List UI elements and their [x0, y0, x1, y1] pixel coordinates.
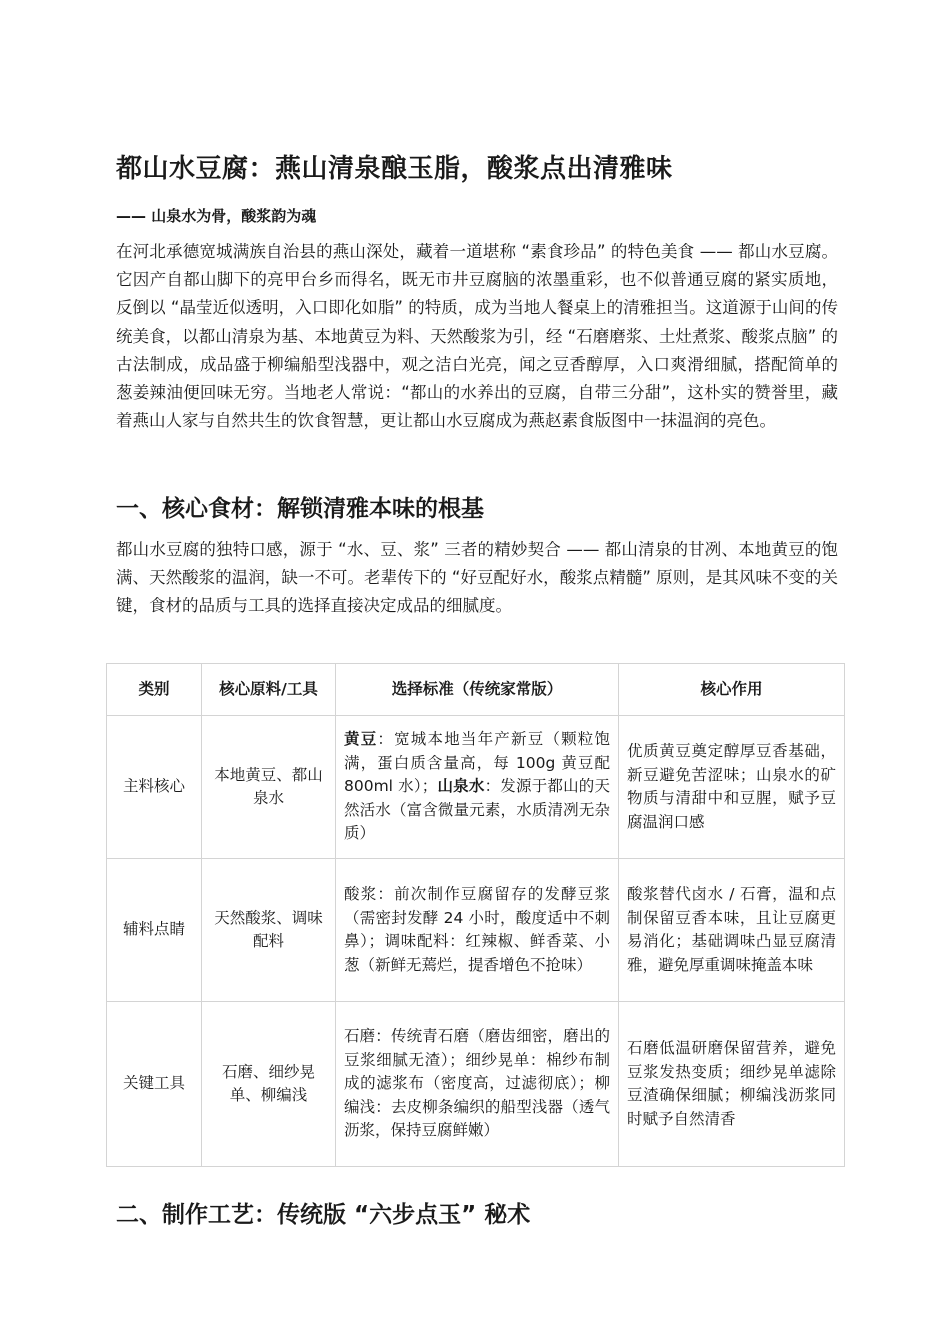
section1-heading: 一、核心食材：解锁清雅本味的根基	[116, 496, 484, 522]
standard-bold-spring-water: 山泉水	[437, 777, 485, 796]
header-standard: 选择标准（传统家常版）	[336, 664, 619, 716]
section2-heading: 二、制作工艺：传统版 “六步点玉” 秘术	[116, 1202, 531, 1228]
row-items: 本地黄豆、都山泉水	[202, 716, 336, 859]
ingredients-table	[106, 663, 845, 1167]
header-category: 类别	[107, 664, 202, 716]
row-items: 天然酸浆、调味配料	[202, 859, 336, 1002]
table-row	[107, 1002, 845, 1167]
article-title: 都山水豆腐：燕山清泉酿玉脂，酸浆点出清雅味	[116, 154, 673, 184]
row-category: 关键工具	[107, 1002, 202, 1167]
row-category: 辅料点睛	[107, 859, 202, 1002]
standard-text-soybean: ：宽城本地当年产新豆（颗粒饱满，蛋白质含量高，每 100g 黄豆配 800ml 水）；	[344, 730, 610, 796]
table-header-row	[107, 664, 845, 716]
row-role: 酸浆替代卤水 / 石膏，温和点制保留豆香本味，且让豆腐更易消化；基础调味凸显豆腐清雅，避免厚重调味掩盖本味	[619, 859, 845, 1002]
row-standard: 石磨：传统青石磨（磨齿细密，磨出的豆浆细腻无渣）；细纱晃单：棉纱布制成的滤浆布（密度高，过滤彻底）；柳编浅：去皮柳条编织的船型浅器（透气沥浆，保持豆腐鲜嫩）	[336, 1002, 619, 1167]
intro-paragraph: 在河北承德宽城满族自治县的燕山深处，藏着一道堪称 “素食珍品” 的特色美食 —— 都山水豆腐。它因产自都山脚下的亮甲台乡而得名，既无市井豆腐脑的浓墨重彩，也不似普通豆腐的紧实质地，反倒以 “晶莹近似透明，入口即化如脂” 的特质，成为当地人餐桌上的清雅担当。这道源于山间的传统美食，以都山清泉为基、本地黄豆为料、天然酸浆为引，经 “石磨磨浆、土灶煮浆、酸浆点脑” 的古法制成，成品盛于柳编船型浅器中，观之洁白光亮，闻之豆香醇厚，入口爽滑细腻，搭配简单的葱姜辣油便回味无穷。当地老人常说：“都山的水养出的豆腐，自带三分甜”，这朴实的赞誉里，藏着燕山人家与自然共生的饮食智慧，更让都山水豆腐成为燕赵素食版图中一抹温润的亮色。	[116, 242, 838, 431]
standard-text-spring-water: ：发源于都山的天然活水（富含微量元素，水质清冽无杂质）	[344, 777, 610, 843]
row-items: 石磨、细纱晃单、柳编浅	[202, 1002, 336, 1167]
header-items: 核心原料/工具	[202, 664, 336, 716]
row-standard	[336, 716, 619, 859]
section1-paragraph: 都山水豆腐的独特口感，源于 “水、豆、浆” 三者的精妙契合 —— 都山清泉的甘冽、本地黄豆的饱满、天然酸浆的温润，缺一不可。老辈传下的 “好豆配好水，酸浆点精髓” 原则，是其风味不变的关键，食材的品质与工具的选择直接决定成品的细腻度。	[116, 540, 838, 616]
row-role: 优质黄豆奠定醇厚豆香基础，新豆避免苦涩味；山泉水的矿物质与清甜中和豆腥，赋予豆腐温润口感	[619, 716, 845, 859]
table-row	[107, 716, 845, 859]
table-row	[107, 859, 845, 1002]
row-category: 主料核心	[107, 716, 202, 859]
standard-bold-soybean: 黄豆	[344, 730, 378, 749]
row-standard: 酸浆：前次制作豆腐留存的发酵豆浆（需密封发酵 24 小时，酸度适中不刺鼻）；调味配料：红辣椒、鲜香菜、小葱（新鲜无蔫烂，提香增色不抢味）	[336, 859, 619, 1002]
row-role: 石磨低温研磨保留营养，避免豆浆发热变质；细纱晃单滤除豆渣确保细腻；柳编浅沥浆同时赋予自然清香	[619, 1002, 845, 1167]
header-role: 核心作用	[619, 664, 845, 716]
article-subtitle: —— 山泉水为骨，酸浆韵为魂	[116, 207, 317, 225]
